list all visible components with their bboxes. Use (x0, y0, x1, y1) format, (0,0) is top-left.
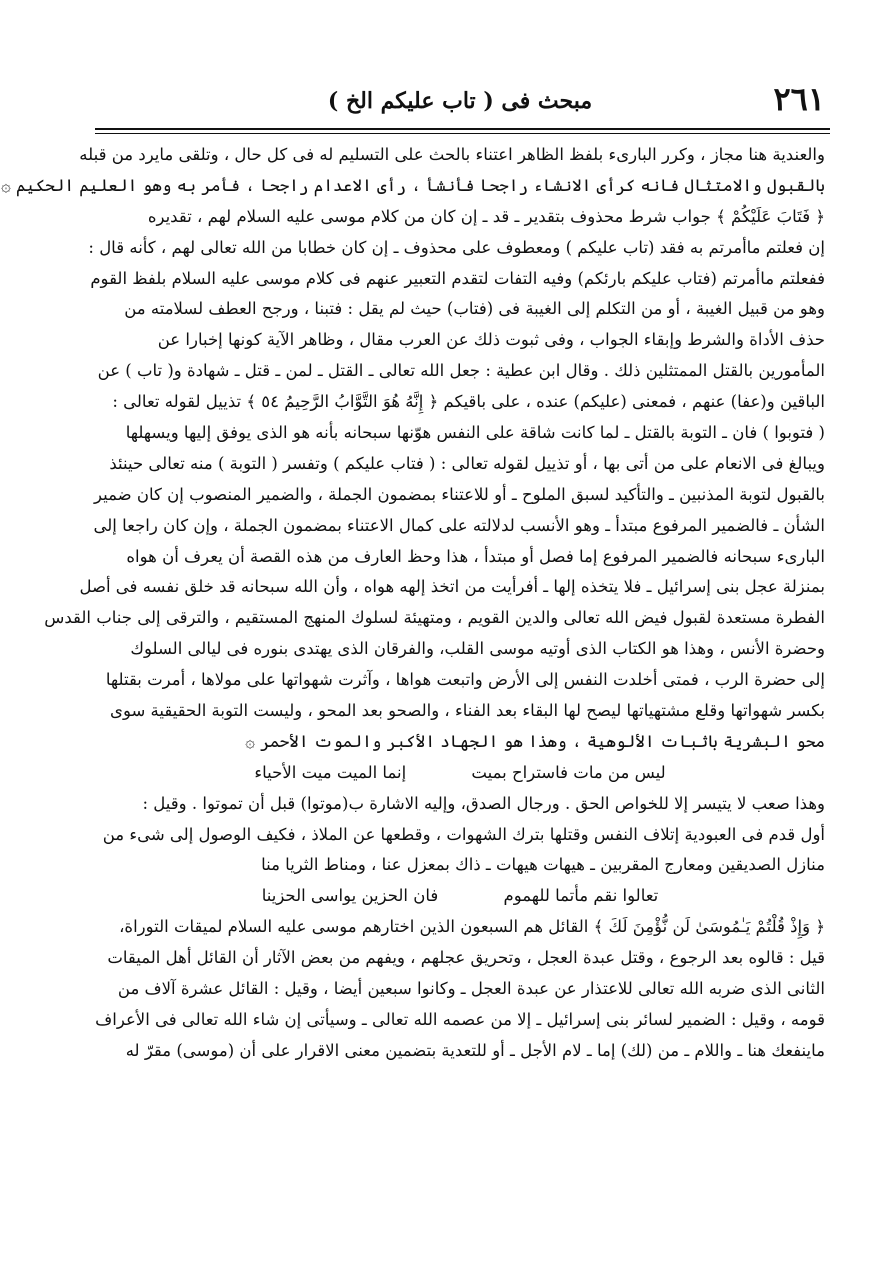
text-line: الباقين و(عفا) عنهم ، فمعنى (عليكم) عنده ، على باقيكم ﴿ إِنَّهُ هُوَ التَّوَّابُ الرَّحِيمُ ٥٤ ﴾ تذييل لقوله تعالى : (112, 392, 825, 412)
header-rule-thin (95, 133, 830, 134)
poem-hemistich-right: ليس من مات فاستراح بميت (471, 762, 666, 782)
text-line: البارىء سبحانه فالضمير المرفوع إما فصل أو مبتدأ ، هذا وحظ العارف من هذه القصة أن يعرف أن هواه (126, 546, 825, 566)
poem-hemistich-right: تعالوا نقم مأتما للهموم (503, 886, 659, 906)
text-line: أول قدم فى العبودية إتلاف النفس وقتلها بترك الشهوات ، وقطعها عن الملاذ ، فكيف الوصول إلى شىء من (102, 824, 825, 844)
text-line: حذف الأداة والشرط وإبقاء الجواب ، وفى ثبوت ذلك عن العرب مقال ، وظاهر الآية كونها إخبارا عن (157, 330, 825, 350)
text-line: الشأن ـ فالضمير المرفوع مبتدأ ـ وهو الأنسب لدلالته على كمال الاعتناء بمضمون الجملة ، وإن كان راجعا إلى (93, 515, 825, 535)
text-line: بكسر شهواتها وقلع مشتهياتها ليصح لها البقاء بعد الفناء ، والصحو بعد المحو ، وليست التوبة الحقيقية سوى (110, 701, 825, 721)
page-header (95, 78, 825, 126)
poem-verse (95, 758, 825, 789)
text-line: بالقبول لتوبة المذنبين ـ والتأكيد لسبق الملوح ـ أو للاعتناء بمضمون الجملة ، والضمير المنصوب إن كان ضمير (94, 484, 825, 504)
text-line: الثانى الذى ضربه الله تعالى للاعتذار عن عبدة العجل ـ وكانوا سبعين أيضا ، وقيل : القائل عشرة آلاف من (117, 979, 825, 999)
text-line: الفطرة مستعدة لقبول فيض الله تعالى والدين القويم ، ومتهيئة لسلوك المنهج المستقيم ، والترقى إلى جناب القدس (44, 608, 825, 628)
text-line: ( فتوبوا ) فان ـ التوبة بالقتل ـ لما كانت شاقة على النفس هوّنها سبحانه بأنه هو الذى يوفق إليها ويسهلها (125, 423, 825, 443)
text-line: بالقبول والامتثال فانه كرأى الانشاء راجحا فأنشأ ، رأى الاعدام راجحا ، فأمر به وهو العليم الحكيم ۞ (1, 175, 825, 195)
text-line: إن فعلتم ماأمرتم به فقد (تاب عليكم ) ومعطوف على محذوف ـ إن كان خطابا من الله تعالى لهم ، كأنه قال : (88, 237, 825, 257)
text-line: ماينفعك هنا ـ واللام ـ من (لك) إما ـ لام الأجل ـ أو للتعدية بتضمين معنى الاقرار على أن (موسى) مقرّ له (125, 1040, 825, 1060)
text-line: المأمورين بالقتل الممتثلين ذلك . وقال ابن عطية : جعل الله تعالى ـ القتل ـ لمن ـ قتل ـ شهادة و( تاب ) عن (97, 361, 825, 381)
text-line: ﴿ فَتَابَ عَلَيْكُمْ ﴾ جواب شرط محذوف بتقدير ـ قد ـ إن كان من كلام موسى عليه السلام لهم ، تقديره (147, 206, 825, 226)
text-line: وحضرة الأنس ، وهذا هو الكتاب الذى أوتيه موسى القلب، والفرقان الذى يهتدى بنوره فى ليالى السلوك (130, 639, 825, 659)
text-line: منازل الصديقين ومعارج المقربين ـ هيهات هيهات ـ ذاك بمعزل عنا ، ومناط الثريا منا (261, 855, 825, 875)
text-line: إلى حضرة الرب ، فمتى أخلدت النفس إلى الأرض واتبعت هواها ، وآثرت شهواتها على مولاها ، أمرت بقتلها (105, 670, 825, 690)
page-number: ٢٦١ (773, 80, 825, 118)
running-title: مبحث فى ( تاب عليكم الخ ) (327, 88, 593, 114)
header-rule (95, 128, 830, 130)
text-line: ويبالغ فى الانعام على من أتى بها ، أو تذييل لقوله تعالى : ( فتاب عليكم ) وتفسر ( التوبة ) منه تعالى حينئذ (109, 453, 825, 473)
text-line: وهو من قبيل الغيبة ، أو من التكلم إلى الغيبة فى (فتاب) حيث لم يقل : فتبنا ، ورجح العطف لسلامته من (124, 299, 825, 319)
text-line: قومه ، وقيل : الضمير لسائر بنى إسرائيل ـ إلا من عصمه الله تعالى ـ وسيأتى إن شاء الله تعالى فى الأعراف (95, 1009, 825, 1029)
text-line: وهذا صعب لا يتيسر إلا للخواص الحق . ورجال الصدق، وإليه الاشارة ب(موتوا) قبل أن تموتوا . وقيل : (142, 793, 825, 813)
text-line: قيل : قالوه بعد الرجوع ، وقتل عبدة العجل ، وتحريق عجلهم ، ويفهم من بعض الآثار أن القائل أهل الميقات (107, 948, 825, 968)
text-line: بمنزلة عجل بنى إسرائيل ـ فلا يتخذه إلها ـ أفرأيت من اتخذ إلهه هواه ، وأن الله سبحانه قد خلق نفسه فى أصل (79, 577, 825, 597)
poem-hemistich-left: فان الحزين يواسى الحزينا (261, 886, 439, 906)
body-text (1, 140, 825, 1067)
poem-hemistich-left: إنما الميت ميت الأحياء (254, 762, 407, 782)
text-line: والعندية هنا مجاز ، وكرر البارىء بلفظ الظاهر اعتناء بالحث على التسليم له فى كل حال ، وتلقى مايرد من قبله (79, 145, 825, 164)
text-line: ﴿ وَإِذْ قُلْتُمْ يَـٰمُوسَىٰ لَن نُّؤْمِنَ لَكَ ﴾ القائل هم السبعون الذين اختارهم موسى عليه السلام لميقات التوراة، (119, 917, 825, 937)
poem-verse (95, 881, 825, 912)
text-line: محو البشرية باثبات الألوهية ، وهذا هو الجهاد الأكبر والموت الأحمر ۞ (245, 731, 825, 751)
text-line: ففعلتم ماأمرتم (فتاب عليكم بارئكم) وفيه التفات لتقدم التعبير عنهم فى كلام موسى عليه السلام بلفظ القوم (90, 268, 825, 288)
